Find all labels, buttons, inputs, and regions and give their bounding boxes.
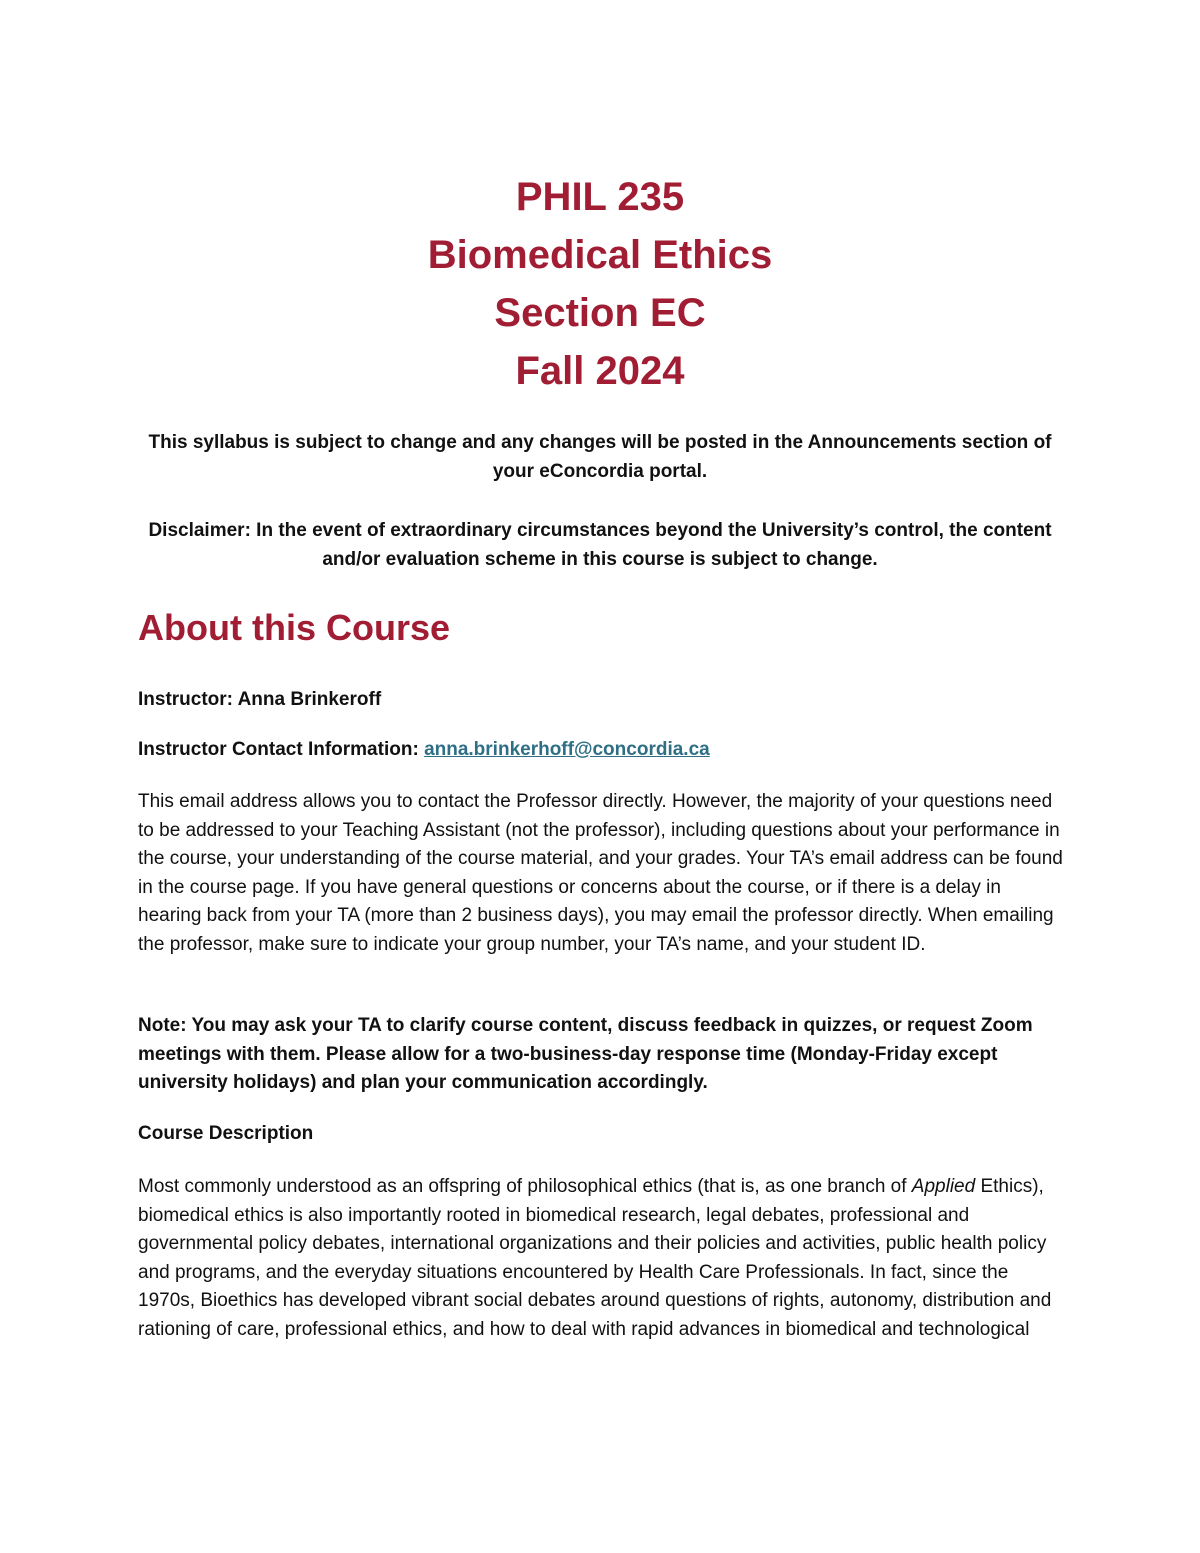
about-course-heading: About this Course xyxy=(138,607,450,648)
instructor-email-link[interactable]: anna.brinkerhoff@concordia.ca xyxy=(424,739,710,760)
course-code: PHIL 235 xyxy=(515,175,685,219)
course-section: Section EC xyxy=(494,291,706,335)
course-description-text-2: Ethics), biomedical ethics is also importantly rooted in biomedical research, legal debates, professional and governmental policy debates, international organizations and their policies and activities, public health policy and programs, and the everyday situations encountered by Health Care Professionals. In fact, since the 1970s, Bioethics has developed vibrant social debates around questions of rights, autonomy, distribution and rationing of care, professional ethics, and how to deal with rapid advances in biomedical and technological xyxy=(138,1176,1052,1340)
course-name: Biomedical Ethics xyxy=(427,233,773,277)
instructor-name: Instructor: Anna Brinkeroff xyxy=(138,689,382,710)
email-note-paragraph: This email address allows you to contact the Professor directly. However, the majority of your questions need to be addressed to your Teaching Assistant (not the professor), including questions about your performance in the course, your understanding of the course material, and your grades. Your TA’s email address can be found in the course page. If you have general questions or concerns about the course, or if there is a delay in hearing back from your TA (more than 2 business days), you may email the professor directly. When emailing the professor, make sure to indicate your group number, your TA’s name, and your student ID. xyxy=(138,791,1063,955)
course-term: Fall 2024 xyxy=(515,349,685,393)
instructor-contact xyxy=(138,736,1068,765)
course-description-italic: Applied xyxy=(911,1176,976,1197)
ta-note-paragraph: Note: You may ask your TA to clarify course content, discuss feedback in quizzes, or request Zoom meetings with them. Please allow for a two-business-day response time (Monday-Friday except university holidays) and plan your communication accordingly. xyxy=(138,1015,1033,1093)
disclaimer-notice: Disclaimer: In the event of extraordinary circumstances beyond the University’s control, the content and/or evaluation scheme in this course is subject to change. xyxy=(148,520,1052,570)
course-description-paragraph xyxy=(138,1173,1068,1344)
syllabus-change-notice: This syllabus is subject to change and any changes will be posted in the Announcements section of your eConcordia portal. xyxy=(148,432,1052,482)
course-description-heading: Course Description xyxy=(138,1123,314,1144)
contact-label: Instructor Contact Information: xyxy=(138,739,425,760)
course-title-block xyxy=(0,168,1200,400)
course-description-text-1: Most commonly understood as an offspring of philosophical ethics (that is, as one branch of xyxy=(138,1176,912,1197)
